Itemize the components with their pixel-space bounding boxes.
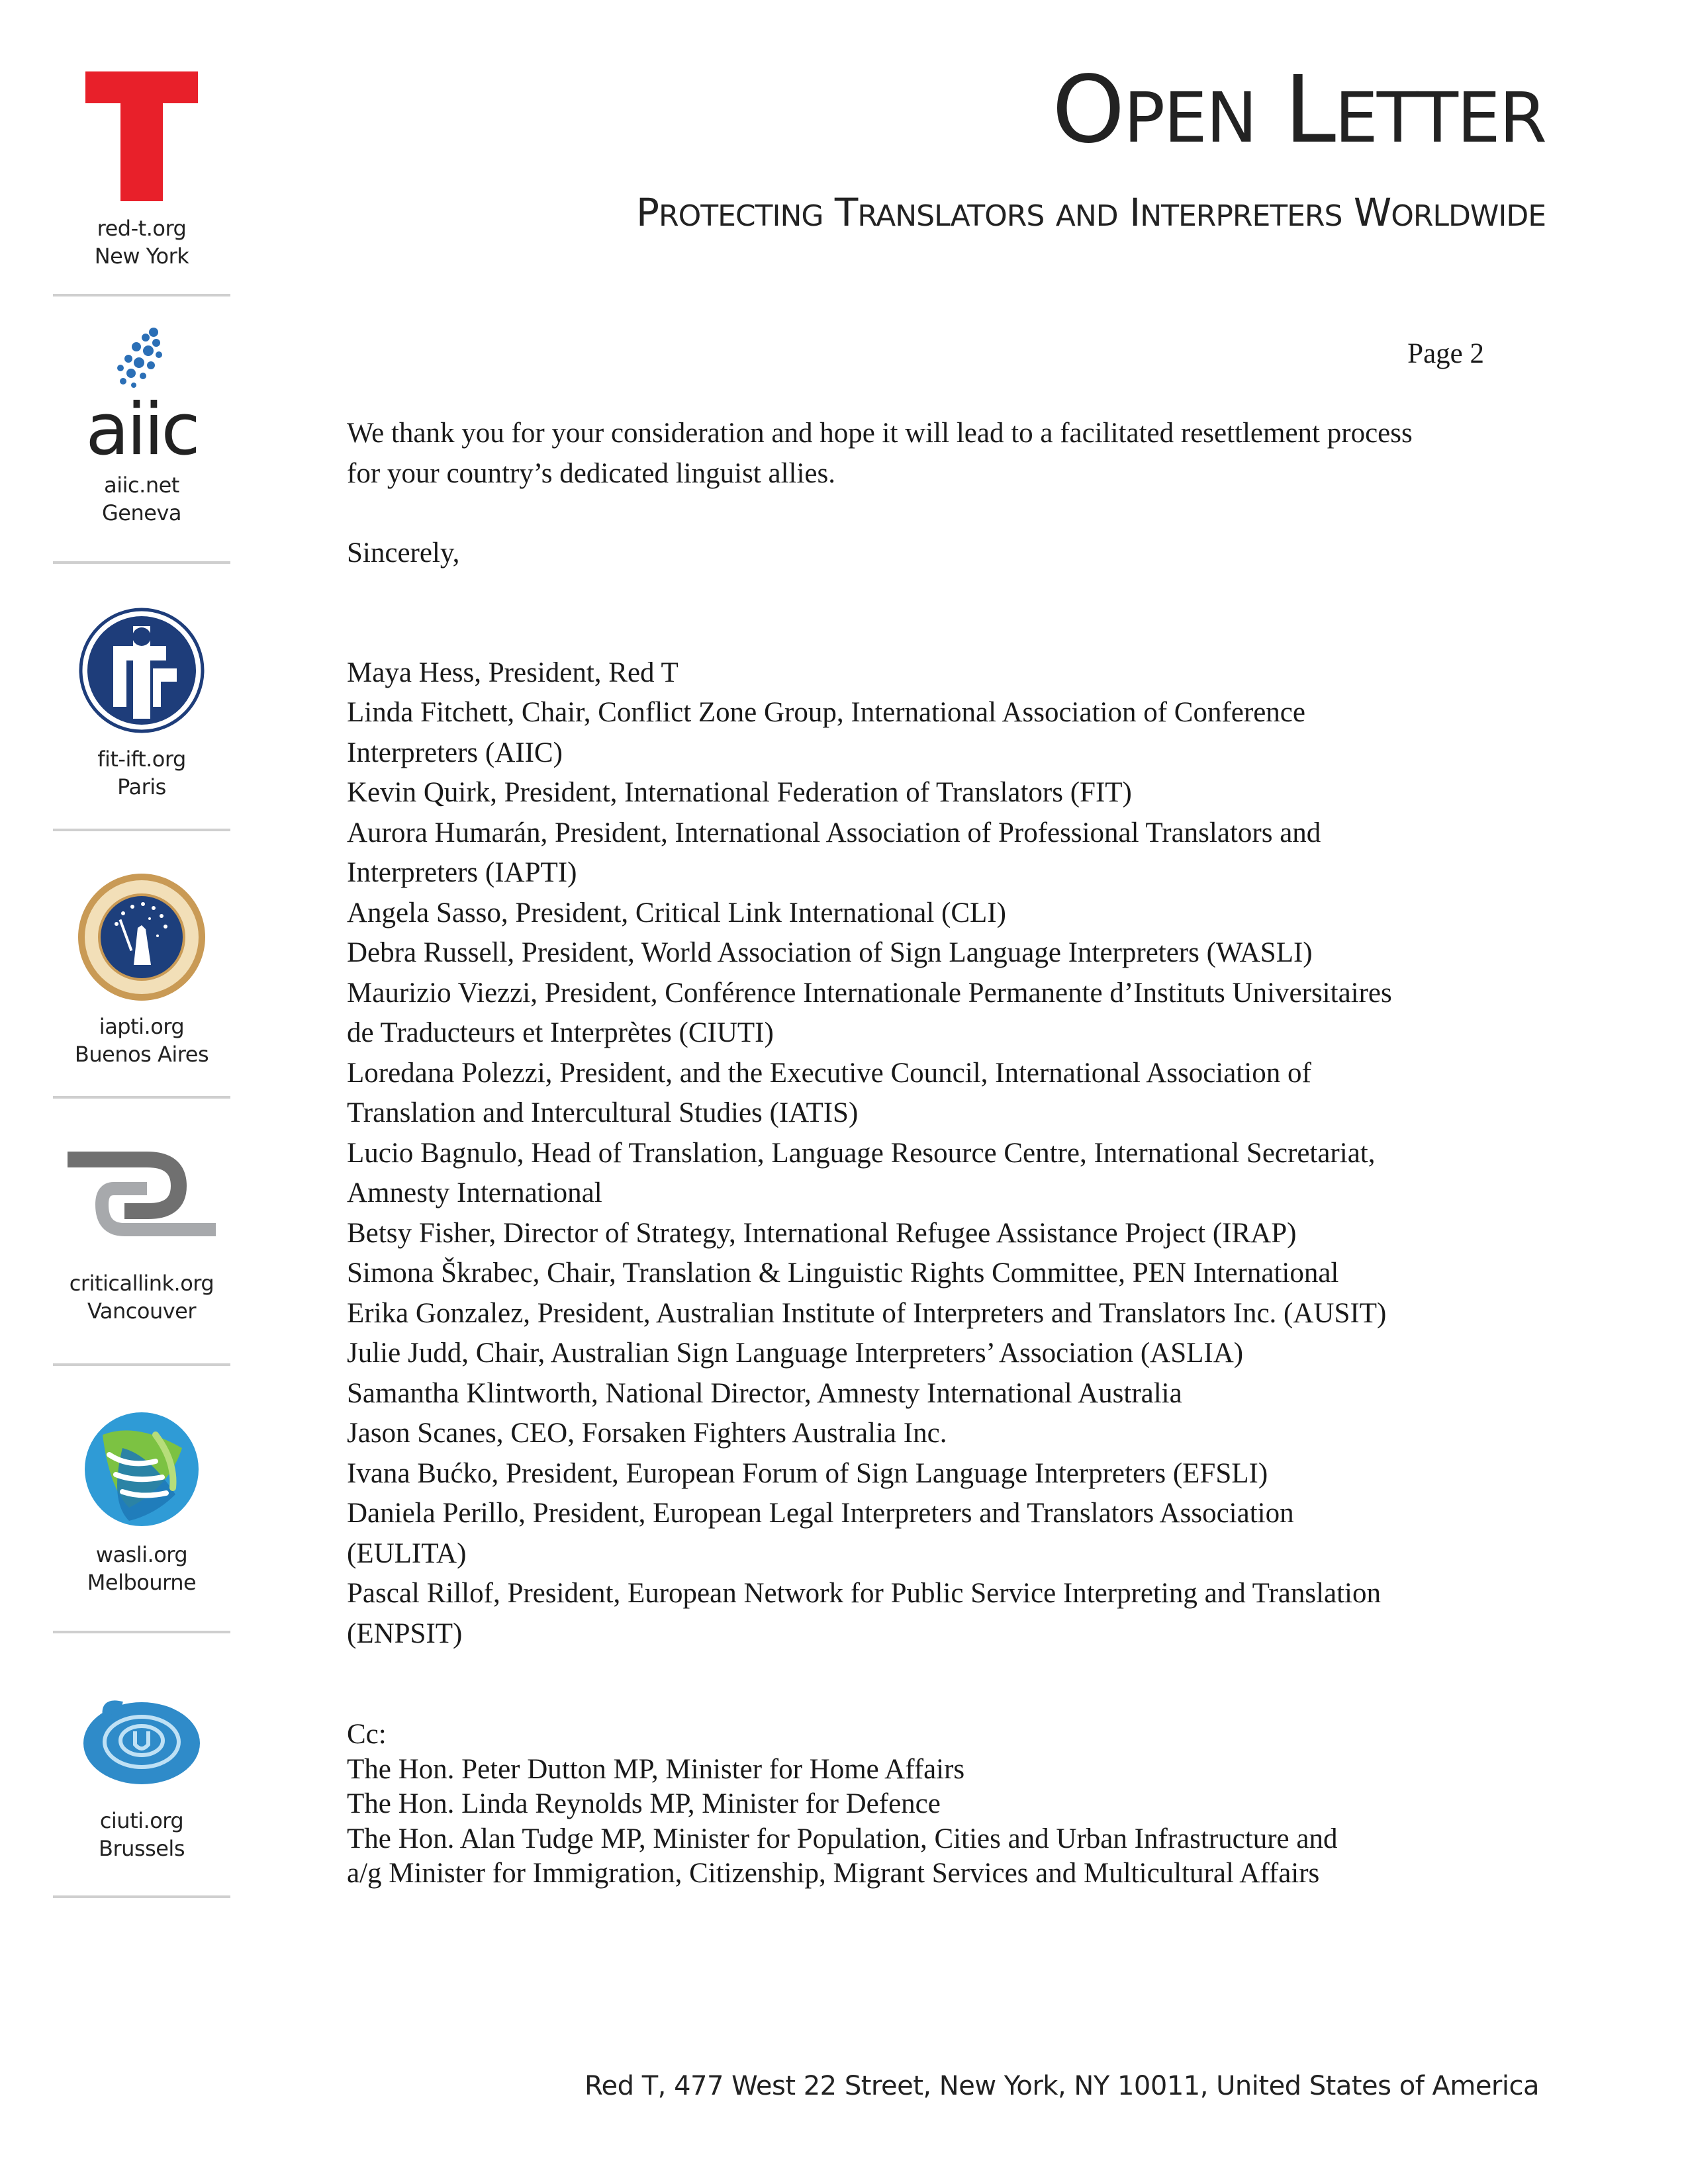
signatory-line: Interpreters (IAPTI) bbox=[347, 857, 577, 888]
page-subtitle: PROTECTING TRANSLATORS AND INTERPRETERS WORLDWIDE bbox=[636, 190, 1546, 235]
footer-address: Red T, 477 West 22 Street, New York, NY 10011, United States of America bbox=[585, 2071, 1539, 2101]
signatory-line: Samantha Klintworth, National Director, Amnesty International Australia bbox=[347, 1377, 1182, 1409]
org-aiic bbox=[53, 324, 230, 527]
org-iapti bbox=[53, 872, 230, 1068]
sidebar-divider bbox=[53, 829, 230, 831]
org-red-t bbox=[53, 71, 230, 270]
sidebar-divider bbox=[53, 1096, 230, 1099]
signatory-line: (ENPSIT) bbox=[347, 1617, 463, 1649]
signatory-line: Betsy Fisher, Director of Strategy, International Refugee Assistance Project (IRAP) bbox=[347, 1217, 1297, 1249]
org-caption-site: wasli.org bbox=[95, 1542, 188, 1567]
signatory-line: Daniela Perillo, President, European Legal Interpreters and Translators Association bbox=[347, 1498, 1294, 1529]
org-fit bbox=[53, 608, 230, 801]
signatory-line: Translation and Intercultural Studies (IATIS) bbox=[347, 1097, 859, 1128]
org-caption-city: Melbourne bbox=[87, 1570, 197, 1595]
org-caption-site: fit-ift.org bbox=[97, 747, 186, 772]
page-number: Page 2 bbox=[1407, 338, 1484, 369]
cc-list bbox=[347, 1717, 1337, 1891]
sidebar-divider bbox=[53, 1363, 230, 1366]
page-title: OPEN LETTER bbox=[1052, 56, 1546, 164]
sidebar-divider bbox=[53, 561, 230, 564]
signatory-line: (EULITA) bbox=[347, 1537, 467, 1569]
org-caption-city: Vancouver bbox=[87, 1298, 197, 1324]
org-caption-city: New York bbox=[94, 244, 189, 269]
iapti-seal-icon bbox=[77, 872, 207, 1002]
cc-line: The Hon. Alan Tudge MP, Minister for Population, Cities and Urban Infrastructure and bbox=[347, 1823, 1338, 1854]
signatory-line: Amnesty International bbox=[347, 1177, 602, 1208]
org-caption-site: red-t.org bbox=[97, 216, 187, 241]
signatory-line: Pascal Rillof, President, European Network for Public Service Interpreting and Translation bbox=[347, 1578, 1382, 1609]
svg-text:aiic: aiic bbox=[85, 388, 198, 466]
org-caption-site: aiic.net bbox=[104, 473, 179, 498]
sidebar-divider bbox=[53, 1895, 230, 1898]
letter-body bbox=[347, 414, 1552, 1654]
signatory-line: de Traducteurs et Interprètes (CIUTI) bbox=[347, 1017, 774, 1048]
signatory-line: Maurizio Viezzi, President, Conférence Internationale Permanente d’Instituts Universitaires bbox=[347, 977, 1392, 1009]
org-ciuti bbox=[53, 1694, 230, 1862]
red-t-logo-icon bbox=[85, 71, 198, 201]
signatory-line: Kevin Quirk, President, International Federation of Translators (FIT) bbox=[347, 777, 1132, 808]
signatory-line: Ivana Bućko, President, European Forum of Sign Language Interpreters (EFSLI) bbox=[347, 1457, 1268, 1489]
org-caption-city: Geneva bbox=[102, 500, 181, 525]
signatory-line: Aurora Humarán, President, International Association of Professional Translators and bbox=[347, 817, 1321, 848]
org-criticallink bbox=[53, 1152, 230, 1325]
org-wasli bbox=[53, 1408, 230, 1596]
org-caption-site: iapti.org bbox=[99, 1014, 185, 1039]
signatory-line: Angela Sasso, President, Critical Link International (CLI) bbox=[347, 897, 1006, 929]
ciuti-logo-icon bbox=[82, 1694, 201, 1787]
signatory-line: Interpreters (AIIC) bbox=[347, 737, 563, 768]
cc-line: a/g Minister for Immigration, Citizenship, Migrant Services and Multicultural Affairs bbox=[347, 1858, 1320, 1889]
sidebar-divider bbox=[53, 294, 230, 296]
org-caption-city: Buenos Aires bbox=[74, 1042, 209, 1067]
signatory-line: Loredana Polezzi, President, and the Executive Council, International Association of bbox=[347, 1057, 1311, 1089]
fit-logo-icon bbox=[79, 608, 205, 733]
org-caption-site: ciuti.org bbox=[99, 1808, 184, 1833]
signatory-line: Erika Gonzalez, President, Australian Institute of Interpreters and Translators Inc. (AUSIT) bbox=[347, 1297, 1387, 1329]
org-caption-city: Paris bbox=[117, 774, 166, 799]
cc-label: Cc: bbox=[347, 1719, 387, 1750]
signatory-line: Linda Fitchett, Chair, Conflict Zone Group, International Association of Conference bbox=[347, 697, 1305, 728]
wasli-hands-icon bbox=[83, 1408, 201, 1531]
aiic-logo-icon bbox=[75, 324, 208, 466]
signatory-line: Maya Hess, President, Red T bbox=[347, 657, 679, 688]
org-caption-city: Brussels bbox=[99, 1836, 185, 1861]
cc-line: The Hon. Linda Reynolds MP, Minister for Defence bbox=[347, 1788, 941, 1819]
org-caption-site: criticallink.org bbox=[69, 1271, 214, 1296]
signatory-list bbox=[347, 653, 1552, 1655]
criticallink-logo-icon bbox=[68, 1152, 216, 1242]
signatory-line: Simona Škrabec, Chair, Translation & Linguistic Rights Committee, PEN International bbox=[347, 1257, 1339, 1289]
body-paragraph-line: We thank you for your consideration and hope it will lead to a facilitated resettlement process bbox=[347, 418, 1413, 449]
signatory-line: Jason Scanes, CEO, Forsaken Fighters Australia Inc. bbox=[347, 1418, 947, 1449]
signatory-line: Debra Russell, President, World Association of Sign Language Interpreters (WASLI) bbox=[347, 937, 1313, 968]
closing-salutation: Sincerely, bbox=[347, 537, 460, 569]
sidebar-divider bbox=[53, 1631, 230, 1633]
signatory-line: Julie Judd, Chair, Australian Sign Language Interpreters’ Association (ASLIA) bbox=[347, 1338, 1244, 1369]
signatory-line: Lucio Bagnulo, Head of Translation, Language Resource Centre, International Secretariat, bbox=[347, 1137, 1376, 1169]
body-paragraph-line: for your country’s dedicated linguist allies. bbox=[347, 457, 835, 489]
cc-line: The Hon. Peter Dutton MP, Minister for Home Affairs bbox=[347, 1753, 965, 1785]
